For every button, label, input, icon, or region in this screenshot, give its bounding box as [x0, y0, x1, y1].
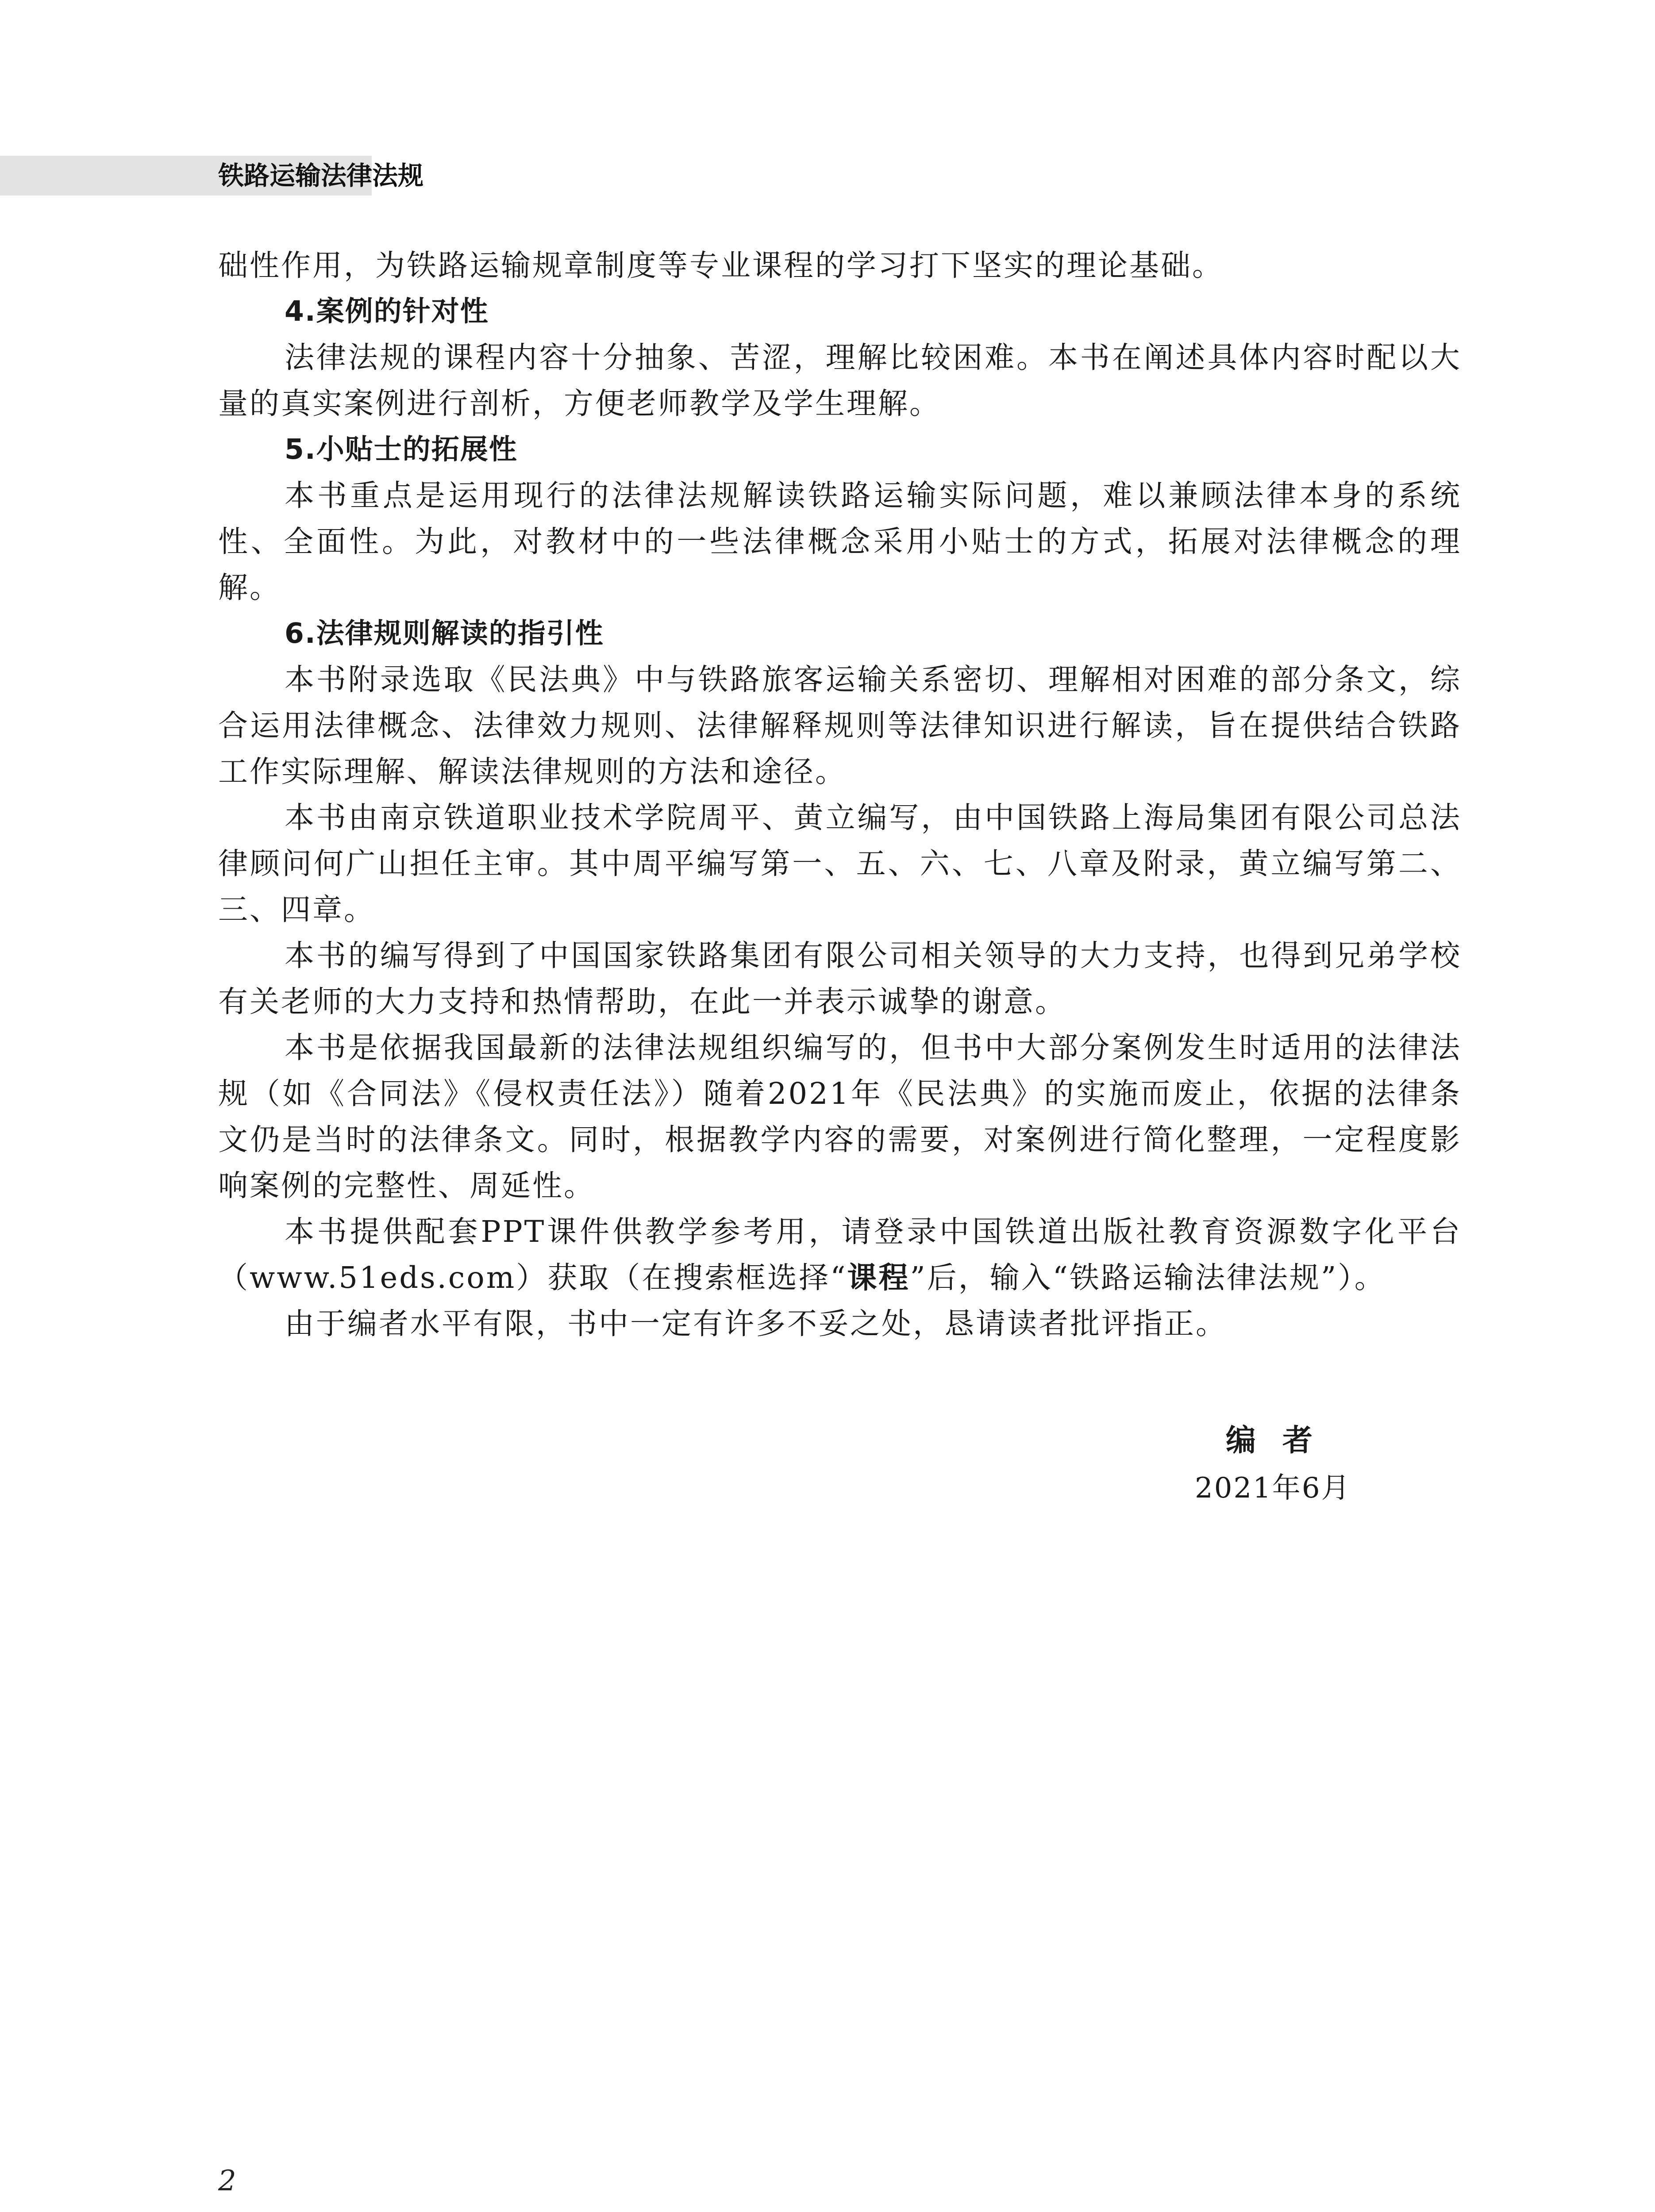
ppt-text-after: ”后，输入“铁路运输法律法规”）。 [910, 1260, 1386, 1295]
section-paragraph-cases: 法律法规的课程内容十分抽象、苦涩，理解比较困难。本书在阐述具体内容时配以大量的真实案例进行剖析，方便老师教学及学生理解。 [218, 340, 1462, 421]
running-header-title: 铁路运输法律法规 [218, 161, 424, 191]
legal-basis-paragraph: 本书是依据我国最新的法律法规组织编写的，但书中大部分案例发生时适用的法律法规（如《合同法》《侵权责任法》）随着2021年《民法典》的实施而废止，依据的法律条文仍是当时的法律条文。同时，根据教学内容的需要，对案例进行简化整理，一定程度影响案例的完整性、周延性。 [218, 1030, 1462, 1203]
section-paragraph-rules-guidance: 本书附录选取《民法典》中与铁路旅客运输关系密切、理解相对困难的部分条文，综合运用法律概念、法律效力规则、法律解释规则等法律知识进行解读，旨在提供结合铁路工作实际理解、解读法律规则的方法和途径。 [218, 662, 1462, 789]
signature-author: 编者 [1226, 1423, 1339, 1458]
final-paragraph: 由于编者水平有限，书中一定有许多不妥之处，恳请读者批评指正。 [285, 1306, 1227, 1341]
page-number: 2 [218, 2165, 236, 2197]
authors-paragraph: 本书由南京铁道职业技术学院周平、黄立编写，由中国铁路上海局集团有限公司总法律顾问何广山担任主审。其中周平编写第一、五、六、七、八章及附录，黄立编写第二、三、四章。 [218, 800, 1462, 927]
acknowledgement-paragraph: 本书的编写得到了中国国家铁路集团有限公司相关领导的大力支持，也得到兄弟学校有关老师的大力支持和热情帮助，在此一并表示诚挚的谢意。 [218, 938, 1462, 1019]
section-paragraph-tips: 本书重点是运用现行的法律法规解读铁路运输实际问题，难以兼顾法律本身的系统性、全面性。为此，对教材中的一些法律概念采用小贴士的方式，拓展对法律概念的理解。 [218, 478, 1462, 605]
ppt-resources-paragraph [218, 1209, 1462, 1301]
section-heading-tips: 5.小贴士的拓展性 [285, 433, 518, 465]
page-body [218, 242, 1462, 1347]
ppt-text-emphasis: 课程 [847, 1260, 910, 1295]
signature-date: 2021年6月 [1195, 1472, 1351, 1505]
section-heading-rules-guidance: 6.法律规则解读的指引性 [285, 617, 604, 649]
section-heading-cases: 4.案例的针对性 [285, 295, 489, 327]
intro-continuation: 础性作用，为铁路运输规章制度等专业课程的学习打下坚实的理论基础。 [218, 248, 1224, 283]
ppt-text-before: 本书提供配套PPT课件供教学参考用，请登录中国铁道出版社教育资源数字化平台（www.51eds.com）获取（在搜索框选择“ [218, 1214, 1462, 1295]
